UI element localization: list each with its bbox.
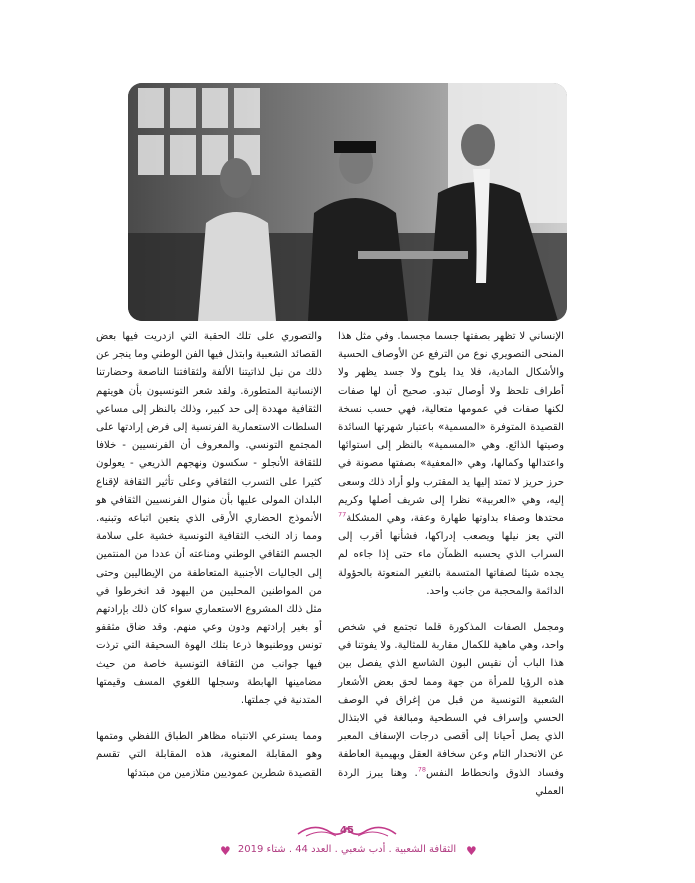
footnote-ref: 77	[338, 510, 347, 519]
paragraph: ومما يسترعي الانتباه مظاهر الطباق اللفظي ومتمها وهو المقابلة المعنوية، هذه المقابلة التي تقسم القصيدة شطرين عموديين متلازمين من مبتدئها	[96, 731, 322, 779]
footer-publication-line: الثقافة الشعبية . أدب شعبي . العدد 44 . شتاء 2019	[237, 844, 457, 855]
page-number: 45	[340, 825, 354, 836]
paragraph: والتصوري على تلك الحقبة التي ازدريت فيها بعض القصائد الشعبية وابتذل فيها الفن الوطني وما ينجر عن ذلك من نيل لذاتيتنا الألفة ولثقافتنا الناصعة وحضارتنا الإنسانية المتطورة. ولقد شعر التونسيون بأن هويتهم الثقافية مهددة إلى حد كبير، وذلك بالنظر إلى مساعي السلطات الاستعمارية الفرنسية إلى فرض إرادتها على المجتمع التونسي. والمعروف أن الفرنسيين - خلافا للثقافة الأنجلو - سكسون ونهجهم الذريعي - يعولون كثيرا على التسرب الثقافي وعلى تأثير الثقافة لإقناع البلدان المولى عليها بأن منوال الفرنسيين الثقافي هو الأنموذج الحضاري الأرقى الذي يتعين اتباعه وتبنيه. ومما زاد النخب الثقافية التونسية خشية على سلامة الجسم الثقافي الوطني ومناعته أن عددا من المنتمين إلى الجاليات الأجنبية المتعاطفة من الإيطاليين وحتى من المواطنين المحليين من اليهود قد انخرطوا في مثل ذلك المشروع الاستعماري سواء كان ذلك بإرادتهم أو بغير إرادتهم ودون وعي منهم. وقد ضاق مثقفو تونس ووطنيوها ذرعا بتلك الهوة السحيقة التي ترذت فيها جوانب من الثقافة التونسية خاصة من حيث مضامينها الهابطة وسجلها اللغوي المسف وقيمتها المتدنية في جملتها.	[96, 331, 322, 707]
heart-icon: ♥	[220, 844, 231, 858]
paragraph: الإنساني لا تظهر بصفتها جسما مجسما. وفي مثل هذا المنحى التصويري نوع من الترفع عن الأوصاف الحسية والأشكال المادية، فلا يدا يلوح ولا جسد يظهر ولا أطراف تلحظ ولا أوصال تبدو. صحيح أن لها صفات لكنها صفات في عمومها متعالية، فهي حسب نسخة القصيدة المتوفرة «المسمية» باعتبار شهرتها السائدة وصيتها الذائع. وهي «المسمية» بالنظر إلى استوائها واعتدالها وكمالها، وهي «المعفية» بصفتها مصونة في حرز حريز لا تمتد إليها يد المقترب ولو أراد ذلك وسعى إليه، وهي «العربية» نظرا إلى شريف أصلها وكريم محتدها وصفاء بداوتها طهارة وعفة، وهي المشكلة$^{77}$ التي يعز نيلها ويصعب إدراكها، فشأنها أقرب إلى السراب الذي يحسبه الظمآن ماء حتى إذا جاءه لم يجده شيئا لصفاتها المتسمة بالتغير المنعوتة بالحؤولة الدائمة والمحجبة من جانب واحد.	[338, 331, 564, 597]
footnote-ref: 78	[417, 765, 427, 774]
text-column-right	[338, 328, 564, 801]
photo-image	[128, 83, 567, 321]
heart-icon: ♥	[466, 844, 477, 858]
photo-three-men	[128, 83, 567, 321]
page-footer	[0, 820, 695, 880]
text-column-left	[96, 328, 322, 783]
paragraph: ومجمل الصفات المذكورة قلما تجتمع في شخص واحد، وهي ماهية للكمال مقاربة للمثالية. ولا يفوتنا في هذا الباب أن نقيس البون الشاسع الذي يفصل بين هذه الرؤيا للمرأة من جهة ومما لحق بعض الأشعار الشعبية التونسية من قبل من إغراق في الوصف الحسي وإسراف في السطحية ومبالغة في الابتذال الذي يصل أحيانا إلى أقصى درجات الإسفاف المعبر عن الانحدار التام وعن سخافة العقل وبهيمية العاطفة وفساد الذوق وانحطاط النفس$^{78}$. وهنا يبرز الردة العملي	[338, 622, 564, 797]
